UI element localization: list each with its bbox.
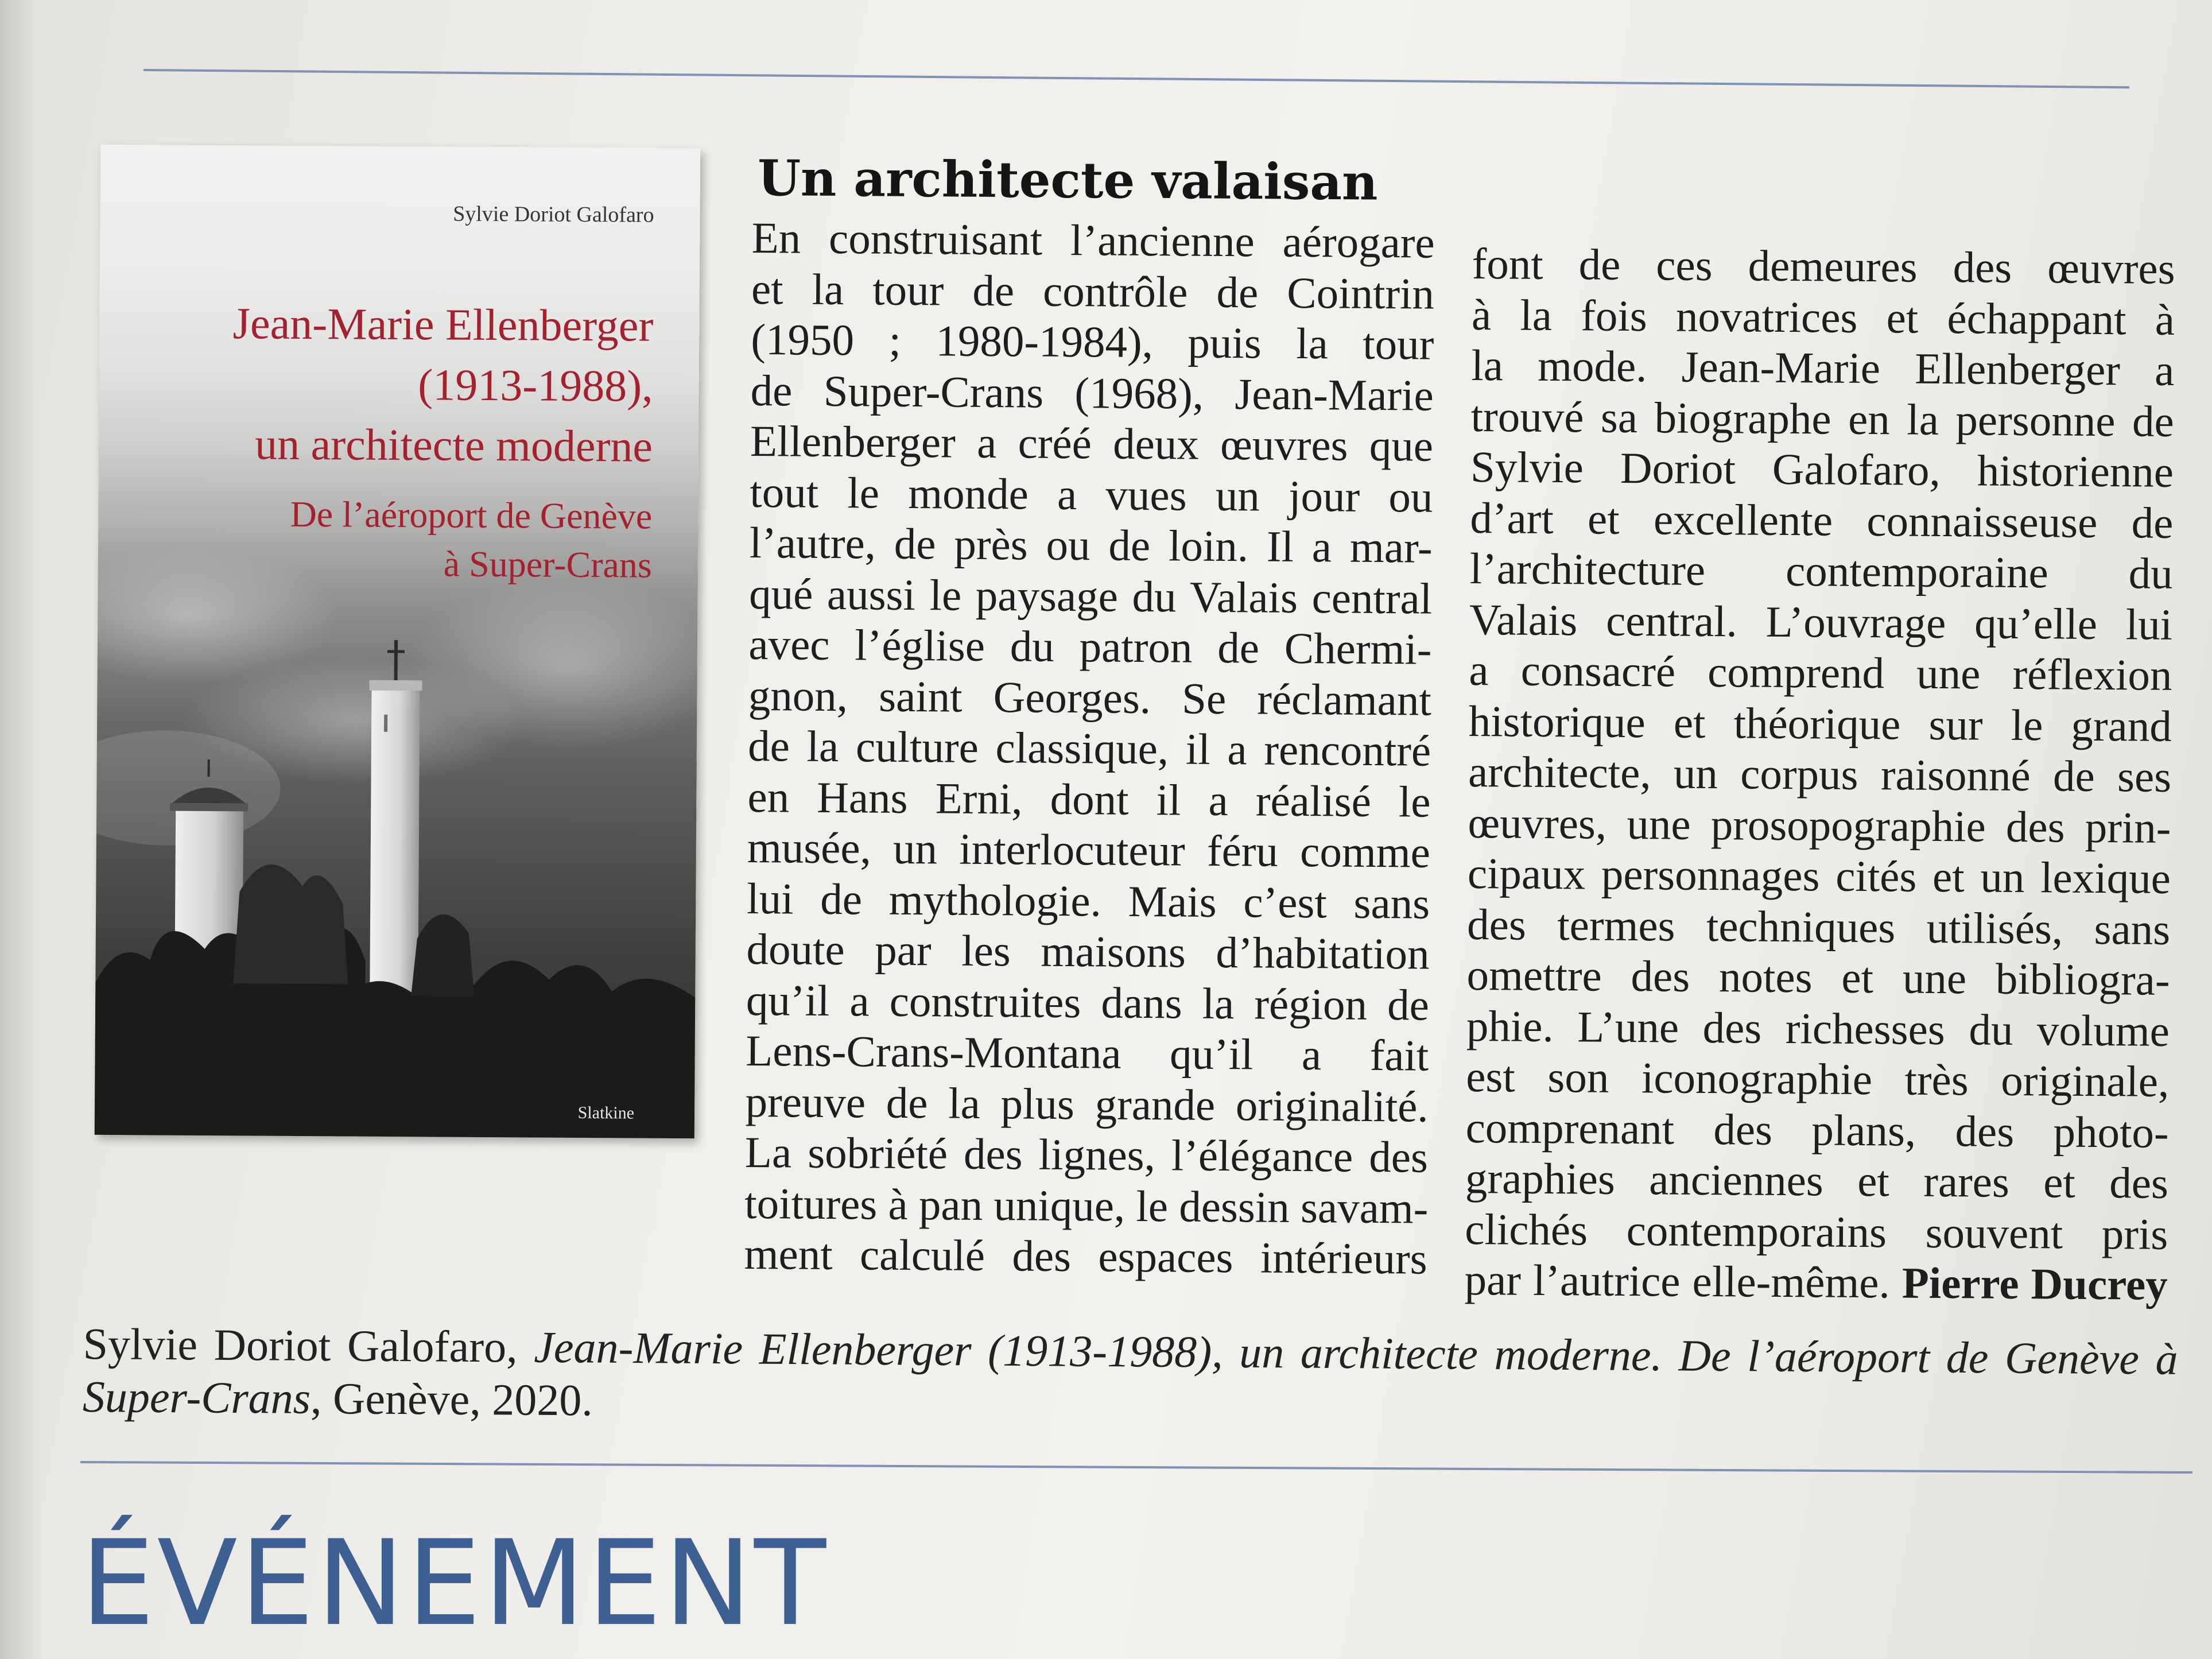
body-line: de Super-Crans (1968), Jean-Marie [750, 365, 1434, 420]
cover-title-line: (1913-1988), [418, 359, 653, 411]
body-line: de la culture classique, il a rencontré [747, 720, 1431, 776]
article-column-2 [1464, 238, 2175, 1310]
body-line: clichés contemporains souvent pris [1465, 1204, 2168, 1259]
body-line: ment calculé des espaces intérieurs [744, 1228, 1427, 1284]
section-divider-rule [80, 1461, 2192, 1474]
body-line: avec l’église du patron de Chermi- [748, 619, 1432, 674]
body-line: musée, un interlocuteur féru comme [747, 822, 1431, 877]
cover-author: Sylvie Doriot Galofaro [453, 201, 654, 227]
cover-subtitle-line: De l’aéroport de Genève [290, 493, 653, 537]
body-line: omettre des notes et une bibliogra- [1466, 949, 2170, 1005]
body-line: qu’il a construites dans la région de [746, 975, 1430, 1030]
caption-publication-info: , Genève, 2020. [310, 1373, 593, 1425]
body-line: l’architecture contemporaine du [1469, 543, 2174, 598]
body-line: La sobriété des lignes, l’élégance des [744, 1127, 1429, 1182]
cover-photo-church-tower [95, 145, 701, 1138]
body-line: phie. L’une des richesses du volume [1466, 1001, 2170, 1056]
caption-author: Sylvie Doriot Galofaro, [83, 1319, 534, 1372]
body-line: toitures à pan unique, le dessin savam- [744, 1178, 1429, 1233]
body-line: Ellenberger a créé deux œuvres que [750, 416, 1434, 471]
body-line: graphies anciennes et rares et des [1465, 1153, 2169, 1208]
body-line: gnon, saint Georges. Se réclamant [748, 670, 1432, 725]
top-divider-rule [143, 69, 2129, 88]
article-column-1 [744, 212, 1435, 1284]
cover-publisher: Slatkine [577, 1103, 635, 1123]
body-line: qué aussi le paysage du Valais central [748, 568, 1433, 623]
book-cover-image [95, 145, 701, 1138]
body-line: cipaux personnages cités et un lexique [1467, 848, 2171, 903]
body-line: tout le monde a vues un jour ou [750, 467, 1433, 522]
body-line: a consacré comprend une réflexion [1469, 645, 2172, 700]
caption-book-title-end: Super-Crans [82, 1371, 311, 1423]
body-line: des termes techniques utilisés, sans [1466, 899, 2171, 954]
author-signature: Pierre Ducrey [1901, 1258, 2168, 1309]
body-line: En construisant l’ancienne aérogare [751, 212, 1435, 268]
body-line: lui de mythologie. Mais c’est sans [746, 873, 1430, 928]
body-line: et la tour de contrôle de Cointrin [751, 263, 1435, 319]
body-line: la mode. Jean-Marie Ellenberger a [1471, 340, 2175, 395]
cover-subtitle-line: à Super-Crans [443, 543, 653, 586]
body-line: comprenant des plans, des photo- [1465, 1102, 2169, 1157]
body-line: Lens-Crans-Montana qu’il a fait [745, 1025, 1429, 1080]
body-line-last [1464, 1254, 2168, 1310]
body-line: Sylvie Doriot Galofaro, historienne [1470, 441, 2174, 497]
body-line: architecte, un corpus raisonné de ses [1468, 746, 2172, 801]
body-line: l’autre, de près ou de loin. Il a mar- [749, 517, 1433, 572]
body-line: est son iconographie très originale, [1465, 1051, 2170, 1106]
cover-title-line: Jean-Marie Ellenberger [232, 298, 654, 351]
body-line: trouvé sa biographe en la personne de [1470, 391, 2175, 446]
body-line: en Hans Erni, dont il a réalisé le [747, 772, 1431, 827]
body-line: historique et théorique sur le grand [1468, 696, 2172, 751]
section-heading: ÉVÉNEMENT [80, 1515, 829, 1652]
body-line: à la fois novatrices et échappant à [1471, 289, 2175, 344]
body-line: (1950 ; 1980-1984), puis la tour [751, 314, 1434, 369]
body-line: font de ces demeures des œuvres [1472, 238, 2175, 293]
body-line: œuvres, une prosopographie des prin- [1468, 797, 2171, 852]
body-line: d’art et excellente connaisseuse de [1470, 493, 2174, 548]
book-reference-caption [83, 1317, 2195, 1439]
article-title: Un architecte valaisan [757, 149, 1378, 212]
cover-title-line: un architecte moderne [254, 418, 653, 471]
caption-book-title: Jean-Marie Ellenberger (1913-1988), un architecte moderne. De l’aéroport de Genève à [534, 1321, 2178, 1384]
body-line: Valais central. L’ouvrage qu’elle lui [1469, 594, 2173, 649]
page-gutter-shadow [0, 0, 40, 1659]
body-line: preuve de la plus grande originalité. [745, 1076, 1429, 1131]
body-line-text: par l’autrice elle-même. [1464, 1254, 1891, 1308]
body-line: doute par les maisons d’habitation [746, 924, 1430, 979]
